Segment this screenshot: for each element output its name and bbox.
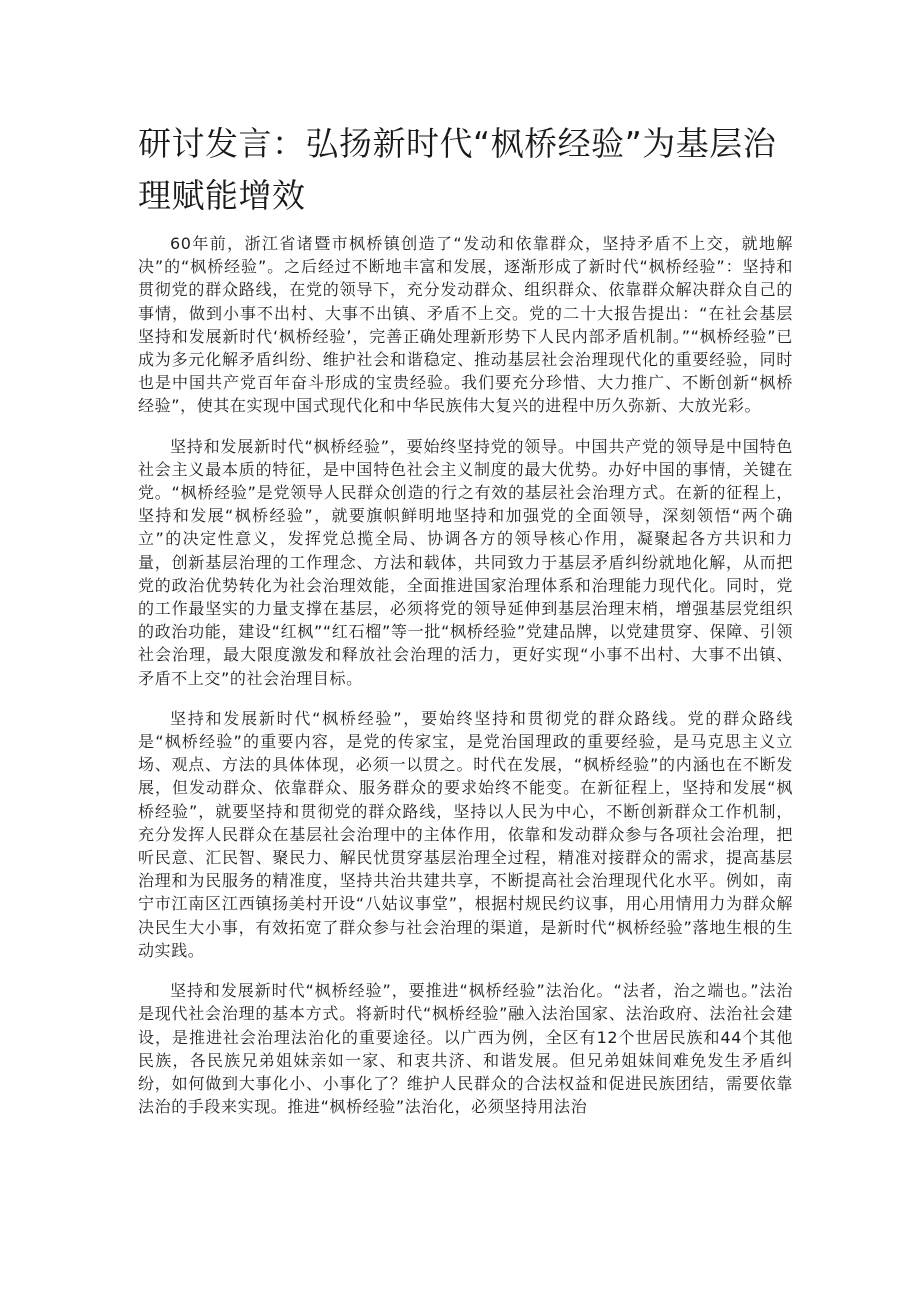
page-title: 研讨发言：弘扬新时代“枫桥经验”为基层治理赋能增效 [138,124,777,215]
paragraph-1: 60年前，浙江省诸暨市枫桥镇创造了“发动和依靠群众，坚持矛盾不上交，就地解决”的“枫桥经验”。之后经过不断地丰富和发展，逐渐形成了新时代“枫桥经验”：坚持和贯彻党的群众路线，在党的领导下，充分发动群众、组织群众、依靠群众解决群众自己的事情，做到小事不出村、大事不出镇、矛盾不上交。党的二十大报告提出：“在社会基层坚持和发展新时代‘枫桥经验’，完善正确处理新形势下人民内部矛盾机制。”“枫桥经验”已成为多元化解矛盾纠纷、维护社会和谐稳定、推动基层社会治理现代化的重要经验，同时也是中国共产党百年奋斗形成的宝贵经验。我们要充分珍惜、大力推广、不断创新“枫桥经验”，使其在实现中国式现代化和中华民族伟大复兴的进程中历久弥新、大放光彩。 [138,234,793,416]
article-body [138,232,793,1135]
paragraph-2: 坚持和发展新时代“枫桥经验”，要始终坚持党的领导。中国共产党的领导是中国特色社会主义最本质的特征，是中国特色社会主义制度的最大优势。办好中国的事情，关键在党。“枫桥经验”是党领导人民群众创造的行之有效的基层社会治理方式。在新的征程上，坚持和发展“枫桥经验”，就要旗帜鲜明地坚持和加强党的全面领导，深刻领悟“两个确立”的决定性意义，发挥党总揽全局、协调各方的领导核心作用，凝聚起各方共识和力量，创新基层治理的工作理念、方法和载体，共同致力于基层矛盾纠纷就地化解，从而把党的政治优势转化为社会治理效能，全面推进国家治理体系和治理能力现代化。同时，党的工作最坚实的力量支撑在基层，必须将党的领导延伸到基层治理末梢，增强基层党组织的政治功能，建设“红枫”“红石榴”等一批“枫桥经验”党建品牌，以党建贯穿、保障、引领社会治理，最大限度激发和释放社会治理的活力，更好实现“小事不出村、大事不出镇、矛盾不上交”的社会治理目标。 [138,436,793,688]
paragraph-4: 坚持和发展新时代“枫桥经验”，要推进“枫桥经验”法治化。“法者，治之端也。”法治是现代社会治理的基本方式。将新时代“枫桥经验”融入法治国家、法治政府、法治社会建设，是推进社会治理法治化的重要途径。以广西为例，全区有12个世居民族和44个其他民族，各民族兄弟姐妹亲如一家、和衷共济、和谐发展。但兄弟姐妹间难免发生矛盾纠纷，如何做到大事化小、小事化了？维护人民群众的合法权益和促进民族团结，需要依靠法治的手段来实现。推进“枫桥经验”法治化，必须坚持用法治 [138,981,793,1117]
paragraph-3: 坚持和发展新时代“枫桥经验”，要始终坚持和贯彻党的群众路线。党的群众路线是“枫桥经验”的重要内容，是党的传家宝，是党治国理政的重要经验，是马克思主义立场、观点、方法的具体体现，必须一以贯之。时代在发展，“枫桥经验”的内涵也在不断发展，但发动群众、依靠群众、服务群众的要求始终不能变。在新征程上，坚持和发展“枫桥经验”，就要坚持和贯彻党的群众路线，坚持以人民为中心，不断创新群众工作机制，充分发挥人民群众在基层社会治理中的主体作用，依靠和发动群众参与各项社会治理，把听民意、汇民智、聚民力、解民忧贯穿基层治理全过程，精准对接群众的需求，提高基层治理和为民服务的精准度，坚持共治共建共享，不断提高社会治理现代化水平。例如，南宁市江南区江西镇扬美村开设“八姑议事堂”，根据村规民约议事，用心用情用力为群众解决民生大小事，有效拓宽了群众参与社会治理的渠道，是新时代“枫桥经验”落地生根的生动实践。 [138,708,793,960]
